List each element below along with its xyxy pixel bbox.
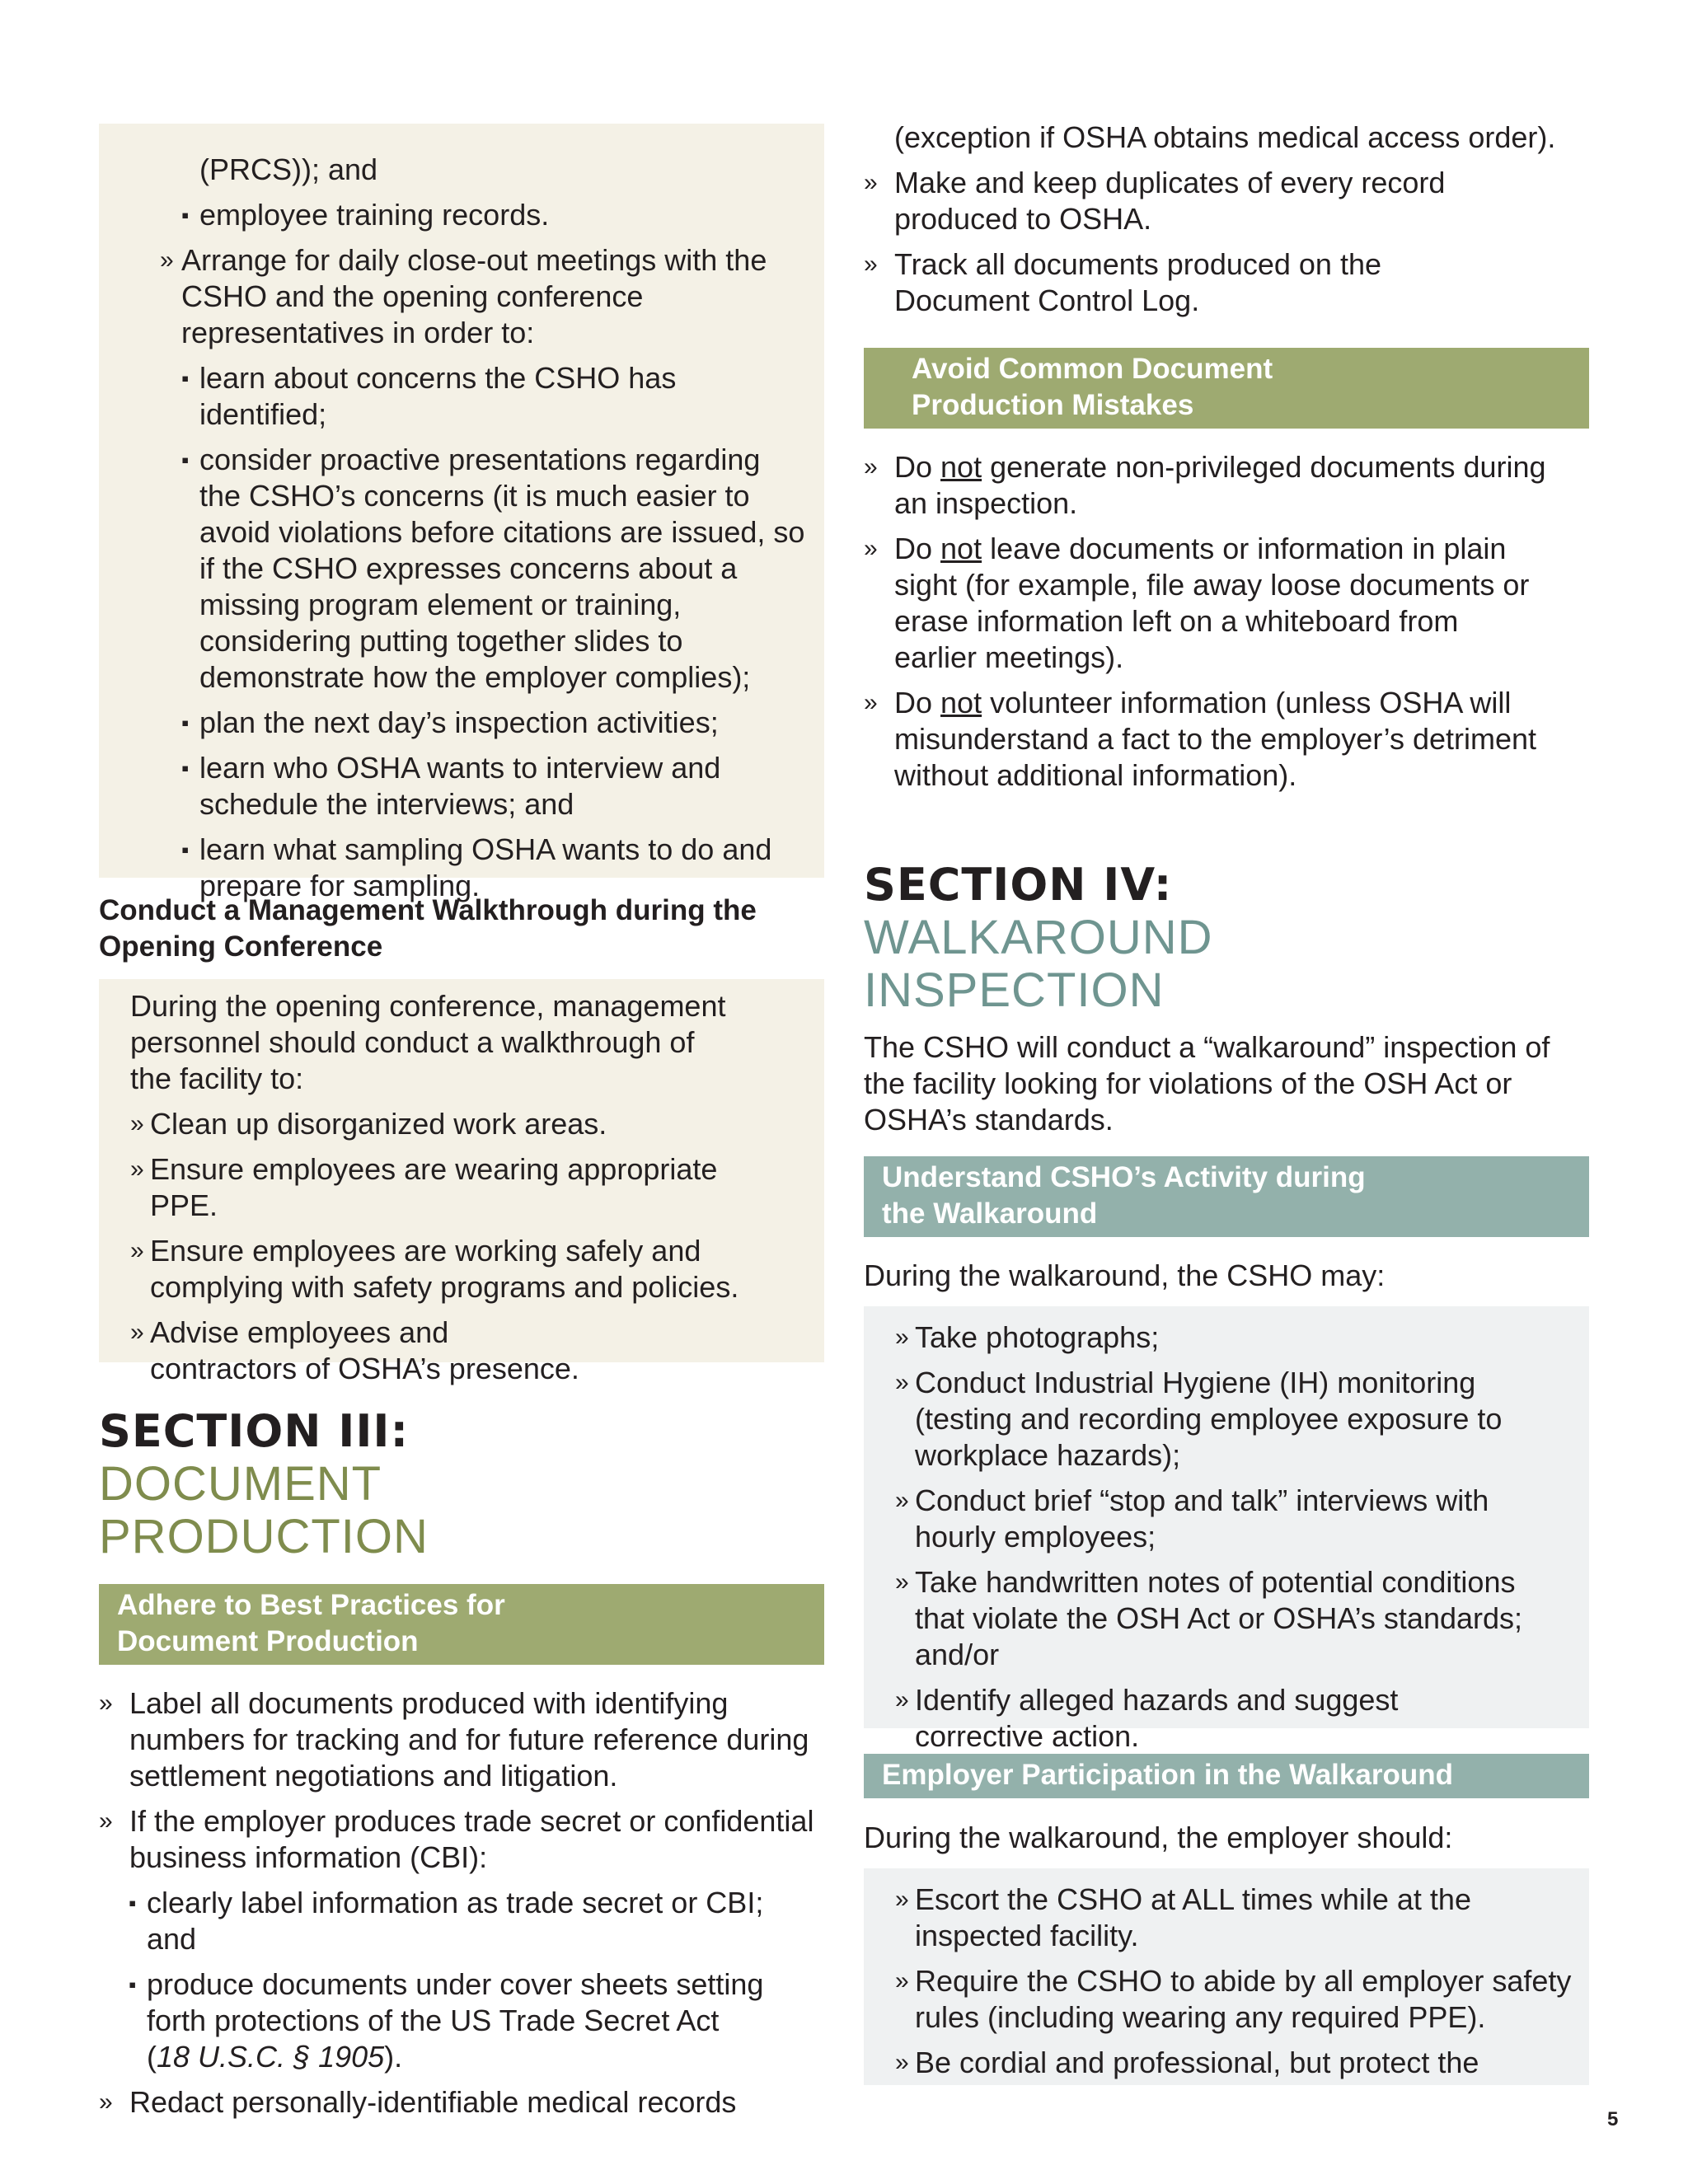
list-item-text: Take photographs; — [915, 1320, 1160, 1354]
section-4-intro — [864, 1029, 1589, 1138]
statute-citation: 18 U.S.C. § 1905 — [157, 2040, 385, 2074]
section-4-intro-text: The CSHO will conduct a “walkaround” inspection of the facility looking for violations of the OSH Act or OSHA’s standards. — [864, 1030, 1550, 1137]
chevron-bullet-icon: » — [864, 689, 878, 716]
activity-intro-text: During the walkaround, the CSHO may: — [864, 1258, 1386, 1292]
list-item — [895, 1882, 1573, 1954]
list-item-text: Arrange for daily close-out meetings with the CSHO and the opening conference representatives in order to: — [181, 243, 767, 349]
chevron-bullet-icon: » — [130, 1155, 144, 1183]
list-item-text: Escort the CSHO at ALL times while at the inspected facility. — [915, 1882, 1471, 1952]
mistake-emphasis: not — [940, 686, 982, 719]
mistake-emphasis: not — [940, 450, 982, 484]
list-item — [130, 750, 809, 823]
citation-close: ). — [384, 2040, 403, 2074]
chevron-bullet-icon: » — [130, 1237, 144, 1264]
page-number: 5 — [1607, 2108, 1619, 2130]
list-item — [99, 1803, 816, 1876]
square-bullet-icon: ▪ — [181, 448, 190, 472]
section-4-label: SECTION IV: — [864, 859, 1173, 911]
mistake-prefix: Do — [894, 450, 941, 484]
list-item — [895, 1682, 1573, 1755]
chevron-bullet-icon: » — [895, 1487, 909, 1514]
list-item-text: (exception if OSHA obtains medical access order). — [894, 120, 1556, 154]
chevron-bullet-icon: » — [864, 251, 878, 278]
list-item — [130, 360, 809, 433]
list-item — [130, 152, 809, 188]
list-item-text: Conduct Industrial Hygiene (IH) monitoring (testing and recording employee exposure to workplace hazards); — [915, 1366, 1503, 1472]
list-item — [864, 449, 1548, 522]
mistake-prefix: Do — [894, 686, 941, 719]
chevron-bullet-icon: » — [864, 169, 878, 196]
list-item-text: Identify alleged hazards and suggest corrective action. — [915, 1683, 1399, 1753]
mistakes-bar — [864, 348, 1589, 429]
list-item-text: plan the next day’s inspection activities; — [199, 705, 719, 739]
list-item — [130, 197, 809, 233]
trade-secret-text: produce documents under cover sheets setting forth protections of the US Trade Secret Act ( — [147, 1967, 764, 2074]
chevron-bullet-icon: » — [895, 1324, 909, 1351]
activity-intro — [864, 1258, 1589, 1294]
list-item-text: consider proactive presentations regarding the CSHO’s concerns (it is much easier to avoid violations before citations are issued, so if the CSHO expresses concerns about a missing program element or training, considering putting together slides to demonstrate how the employer complies); — [199, 443, 805, 694]
mistakes-bar-line1: Avoid Common Document — [912, 353, 1273, 385]
list-item-text: If the employer produces trade secret or confidential business information (CBI): — [129, 1804, 814, 1874]
chevron-bullet-icon: » — [160, 246, 174, 274]
walkthrough-heading-text: Conduct a Management Walkthrough during the Opening Conference — [99, 894, 757, 963]
chevron-bullet-icon: » — [895, 1686, 909, 1713]
chevron-bullet-icon: » — [895, 1568, 909, 1596]
section-3-heading — [99, 1405, 824, 1563]
activity-bar-line2: the Walkaround — [882, 1197, 1098, 1230]
list-item-text: learn who OSHA wants to interview and schedule the interviews; and — [199, 751, 721, 821]
chevron-bullet-icon: » — [895, 1967, 909, 1994]
list-item-text: employee training records. — [199, 198, 550, 232]
square-bullet-icon: ▪ — [129, 1972, 137, 1997]
walkthrough-heading — [99, 893, 824, 965]
list-item-text: learn about concerns the CSHO has identified; — [199, 361, 677, 431]
list-item-text — [894, 532, 1529, 674]
square-bullet-icon: ▪ — [181, 203, 190, 227]
list-item-text — [894, 686, 1536, 792]
list-item-text — [894, 450, 1546, 520]
list-item — [864, 531, 1548, 676]
list-item — [864, 165, 1573, 237]
chevron-bullet-icon: » — [864, 535, 878, 562]
walkthrough-list — [99, 988, 824, 1396]
list-item — [864, 685, 1548, 794]
best-practices-bar-line2: Document Production — [117, 1625, 419, 1657]
best-practices-bar — [99, 1584, 824, 1665]
list-item — [130, 1106, 791, 1142]
list-item — [864, 120, 1573, 156]
list-item — [895, 1483, 1573, 1555]
square-bullet-icon: ▪ — [181, 837, 190, 862]
section-4-title-line2: INSPECTION — [864, 963, 1165, 1017]
list-item — [99, 1685, 816, 1794]
list-item — [99, 1966, 816, 2075]
walkthrough-intro-text: During the opening conference, management personnel should conduct a walkthrough of the facility to: — [130, 989, 726, 1095]
chevron-bullet-icon: » — [130, 1110, 144, 1137]
chevron-bullet-icon: » — [130, 1319, 144, 1346]
section-4-title-line1: WALKAROUND — [864, 911, 1213, 964]
list-item-text: Require the CSHO to abide by all employer safety rules (including wearing any required PPE). — [915, 1964, 1572, 2034]
section-4-heading — [864, 859, 1589, 1017]
left-column — [99, 0, 824, 2184]
list-item — [895, 1365, 1573, 1474]
participation-bar — [864, 1754, 1589, 1798]
chevron-bullet-icon: » — [895, 2049, 909, 2076]
activity-bar — [864, 1156, 1589, 1237]
list-item — [130, 242, 809, 351]
chevron-bullet-icon: » — [99, 1690, 113, 1717]
section-3-title-line2: PRODUCTION — [99, 1510, 429, 1563]
list-item-text: Redact personally-identifiable medical records — [129, 2085, 737, 2119]
list-item — [895, 1319, 1573, 1356]
list-item — [895, 1963, 1573, 2036]
chevron-bullet-icon: » — [895, 1369, 909, 1396]
activity-bar-line1: Understand CSHO’s Activity during — [882, 1161, 1366, 1193]
list-item-text: Ensure employees are wearing appropriate PPE. — [150, 1152, 718, 1222]
list-item-text: clearly label information as trade secret or CBI; and — [147, 1886, 764, 1956]
list-item — [130, 1151, 791, 1224]
list-item — [864, 246, 1573, 319]
mistakes-bar-line2: Production Mistakes — [912, 389, 1194, 421]
list-item — [130, 442, 809, 696]
section-3-title-line1: DOCUMENT — [99, 1457, 382, 1511]
list-item — [99, 2084, 816, 2121]
mistake-prefix: Do — [894, 532, 941, 565]
right-column — [864, 0, 1589, 2184]
document-list-continued — [864, 120, 1589, 328]
list-item-text: Ensure employees are working safely and complying with safety programs and policies. — [150, 1234, 739, 1304]
walkthrough-intro — [130, 988, 791, 1097]
chevron-bullet-icon: » — [99, 2088, 113, 2116]
list-item-text: Take handwritten notes of potential conditions that violate the OSH Act or OSHA’s standards; and/or — [915, 1565, 1523, 1671]
closeout-list — [99, 152, 824, 913]
list-item-text: Clean up disorganized work areas. — [150, 1107, 607, 1141]
participation-list — [864, 1882, 1589, 2090]
square-bullet-icon: ▪ — [181, 756, 190, 780]
list-item-text: Track all documents produced on the Document Control Log. — [894, 247, 1381, 317]
list-item-text: Label all documents produced with identifying numbers for tracking and for future reference during settlement negotiations and litigation. — [129, 1686, 809, 1793]
mistakes-list — [864, 449, 1589, 803]
activity-list — [864, 1319, 1589, 1764]
list-item-text: Advise employees and contractors of OSHA’s presence. — [150, 1315, 579, 1385]
list-item — [895, 1564, 1573, 1673]
list-item-text: Conduct brief “stop and talk” interviews with hourly employees; — [915, 1483, 1489, 1554]
list-item — [130, 705, 809, 741]
chevron-bullet-icon: » — [864, 453, 878, 480]
chevron-bullet-icon: » — [895, 1886, 909, 1913]
list-item-text: (PRCS)); and — [199, 152, 378, 186]
mistake-text: volunteer information (unless OSHA will misunderstand a fact to the employer’s detriment without additional information). — [894, 686, 1537, 792]
list-item — [130, 1233, 791, 1305]
mistake-text: generate non-privileged documents during an inspection. — [894, 450, 1546, 520]
list-item — [895, 2045, 1573, 2081]
section-3-label: SECTION III: — [99, 1405, 410, 1457]
list-item-text: learn what sampling OSHA wants to do and prepare for sampling. — [199, 832, 772, 902]
participation-intro — [864, 1820, 1589, 1856]
best-practices-bar-line1: Adhere to Best Practices for — [117, 1589, 505, 1621]
list-item-text: Be cordial and professional, but protect the — [915, 2046, 1479, 2079]
chevron-bullet-icon: » — [99, 1807, 113, 1835]
list-item — [130, 1315, 791, 1387]
best-practices-list — [99, 1685, 824, 2130]
square-bullet-icon: ▪ — [181, 710, 190, 735]
list-item-text: Make and keep duplicates of every record produced to OSHA. — [894, 166, 1446, 236]
mistake-emphasis: not — [940, 532, 982, 565]
list-item — [99, 1885, 816, 1957]
list-item-text — [147, 1967, 763, 2074]
mistake-text: leave documents or information in plain sight (for example, file away loose documents or erase information left on a whiteboard from earlier meetings). — [894, 532, 1530, 674]
square-bullet-icon: ▪ — [181, 366, 190, 391]
participation-intro-text: During the walkaround, the employer should: — [864, 1821, 1453, 1854]
square-bullet-icon: ▪ — [129, 1891, 137, 1915]
participation-bar-text: Employer Participation in the Walkaround — [882, 1759, 1453, 1791]
